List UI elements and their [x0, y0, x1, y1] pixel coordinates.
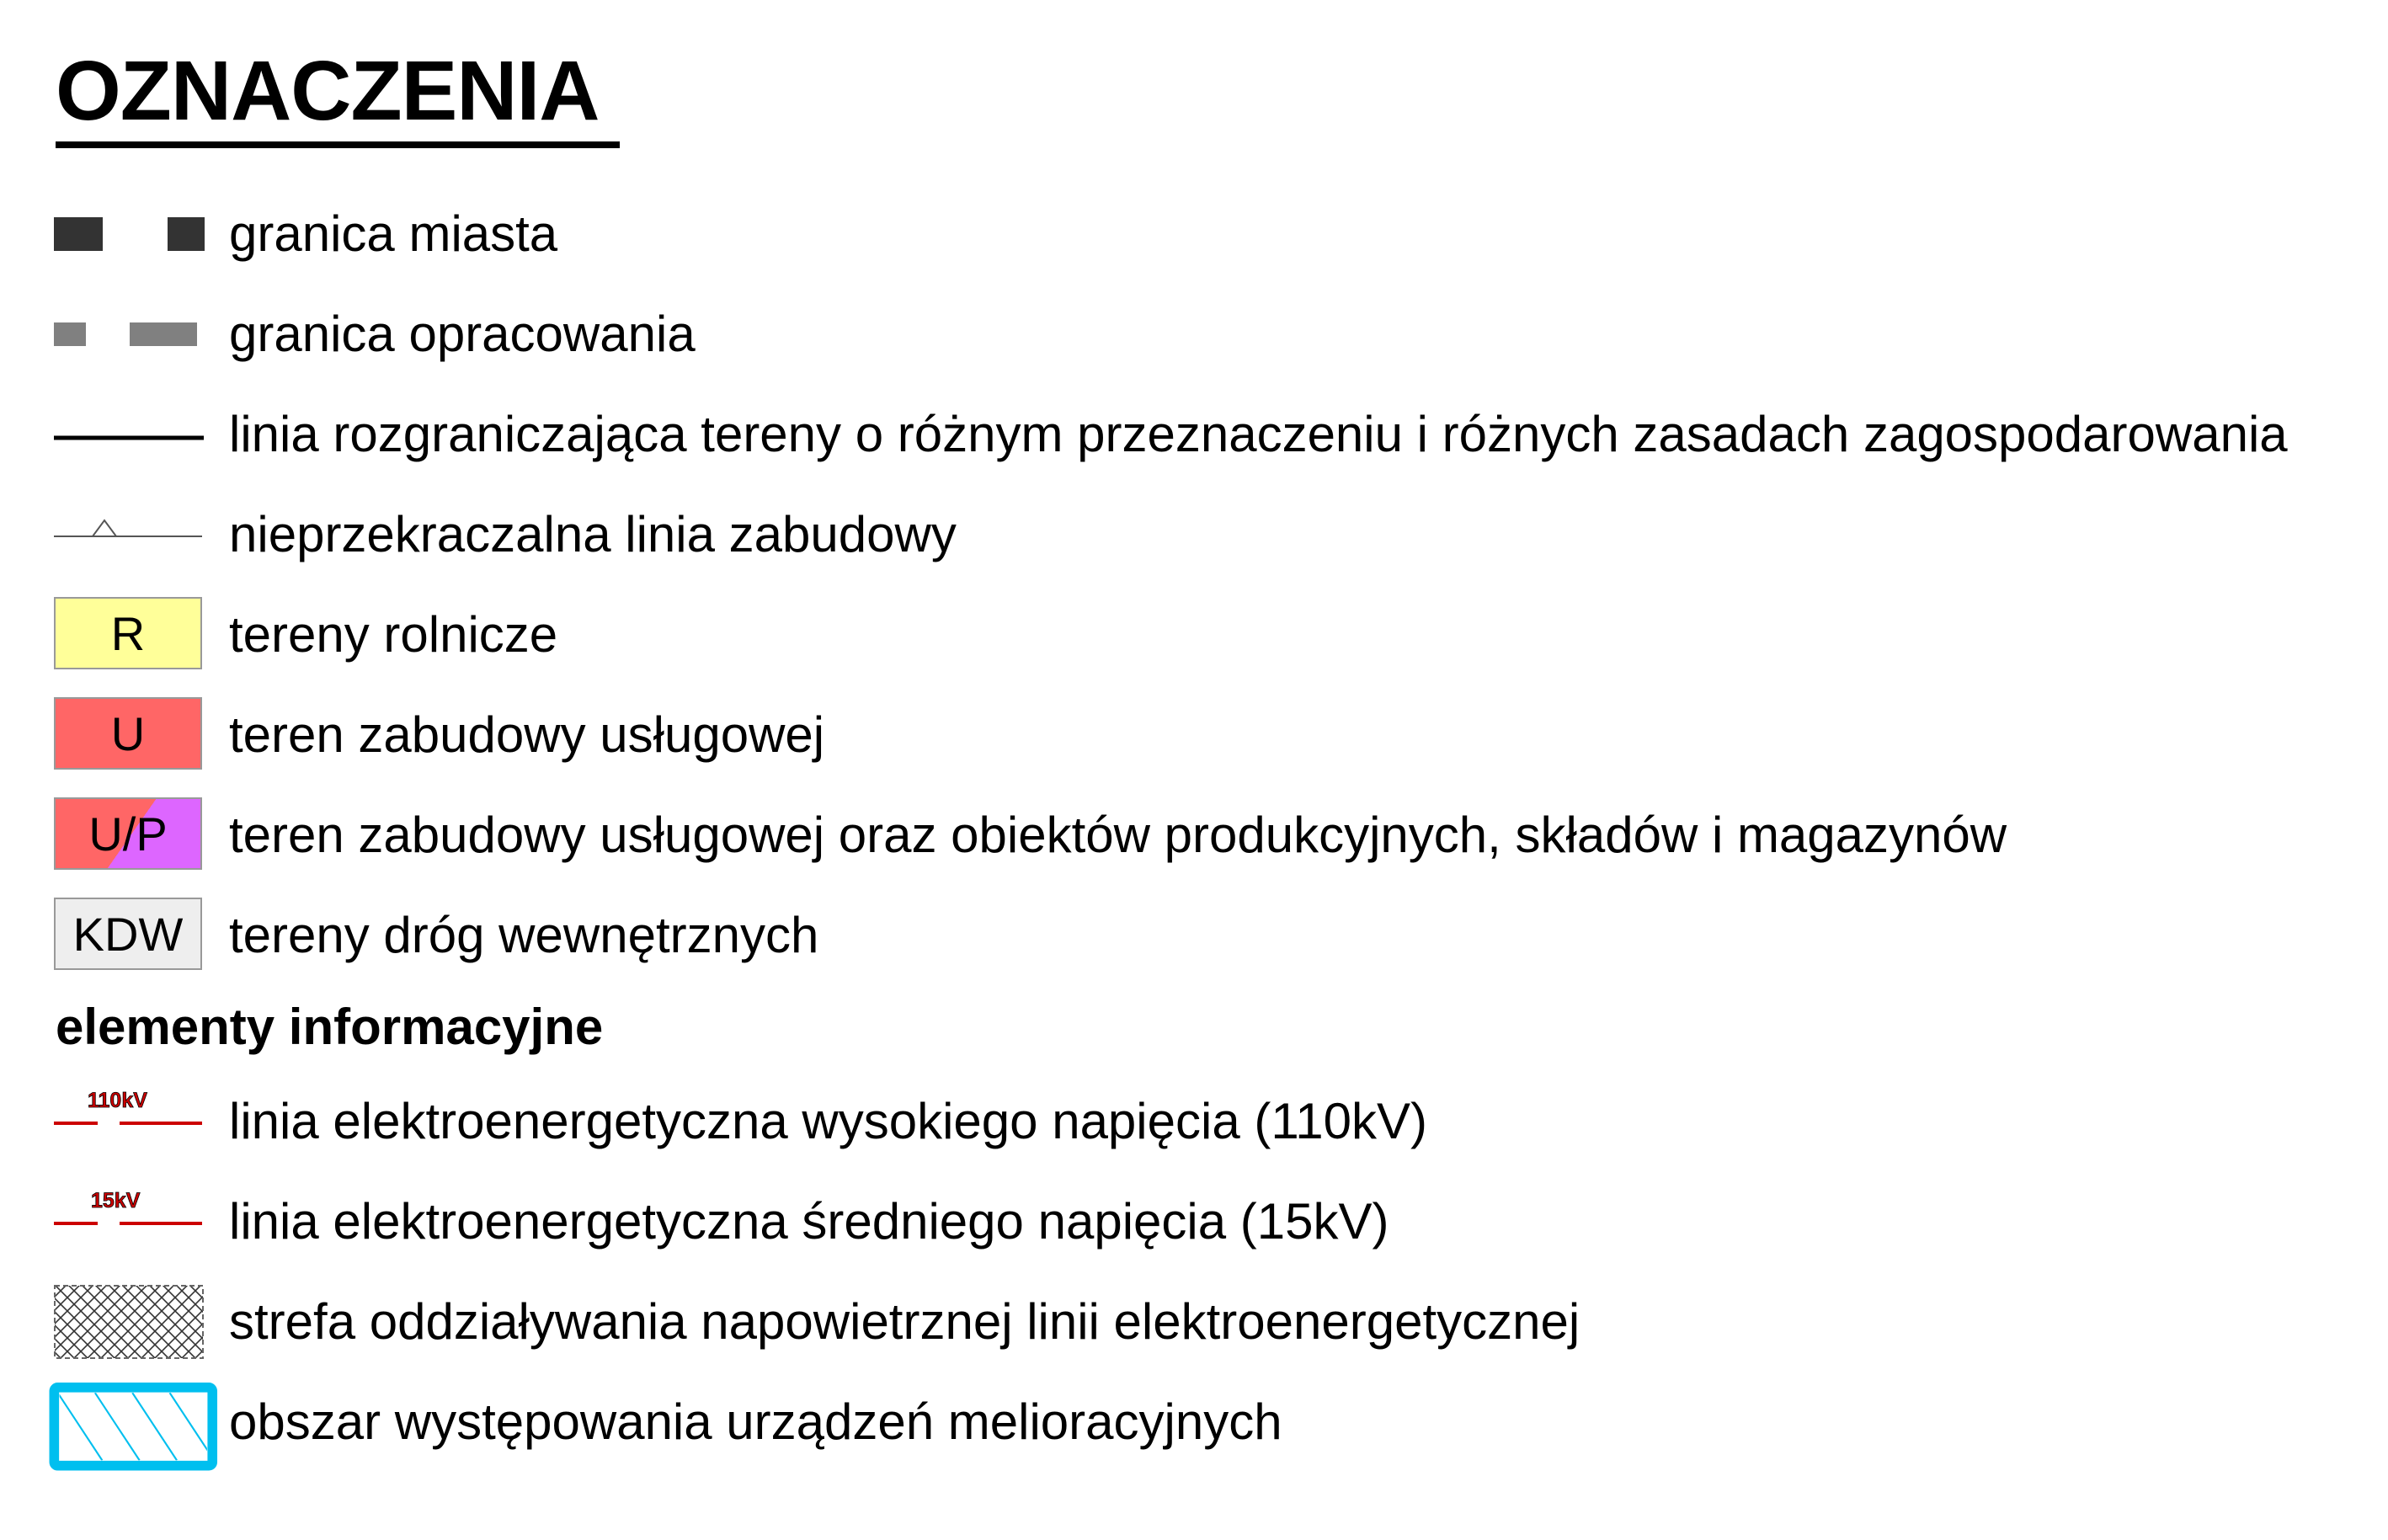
city-boundary-symbol — [54, 196, 205, 272]
power-line-15-symbol — [54, 1184, 205, 1260]
legend-row-dividing-line — [0, 392, 2388, 477]
legend-label: teren zabudowy usługowej oraz obiektów produkcyjnych, składów i magazynów — [229, 807, 2007, 863]
legend-label: nieprzekraczalna linia zabudowy — [229, 506, 957, 562]
legend-label: tereny rolnicze — [229, 606, 558, 663]
power-line-15-code: 15kV — [91, 1189, 141, 1212]
legend-row-service-production — [0, 793, 2388, 877]
legend-label: strefa oddziaływania napowietrznej linii elektroenergetycznej — [229, 1293, 1580, 1350]
agricultural-swatch — [54, 597, 202, 669]
service-swatch — [54, 697, 202, 770]
swatch-code: R — [110, 606, 146, 660]
legend-row-power-line-110 — [0, 1079, 2388, 1164]
power-line-110-code: 110kV — [88, 1089, 147, 1112]
legend-row-city-boundary — [0, 192, 2388, 276]
legend-row-power-line-15 — [0, 1180, 2388, 1264]
legend-row-building-line — [0, 493, 2388, 577]
legend-row-study-boundary — [0, 292, 2388, 376]
study-boundary-symbol — [54, 296, 205, 372]
legend-row-influence-zone — [0, 1280, 2388, 1364]
legend-label: granica miasta — [229, 205, 558, 262]
legend-label: obszar występowania urządzeń melioracyjnych — [229, 1393, 1282, 1450]
legend-label: linia rozgraniczająca tereny o różnym przeznaczeniu i różnych zasadach zagospodarowania — [229, 406, 2288, 462]
swatch-code: U/P — [88, 807, 168, 861]
legend-title-underline — [56, 141, 620, 148]
legend-row-service — [0, 693, 2388, 777]
swatch-code: KDW — [72, 907, 184, 961]
legend-label: teren zabudowy usługowej — [229, 706, 825, 763]
legend-row-internal-roads — [0, 893, 2388, 978]
dividing-line-symbol — [54, 397, 205, 472]
influence-zone-crosshatch-symbol — [54, 1284, 205, 1360]
swatch-code: U — [110, 706, 146, 760]
info-elements-heading: elementy informacyjne — [56, 999, 604, 1055]
drainage-area-symbol — [49, 1380, 209, 1464]
service-production-swatch — [54, 797, 202, 870]
legend-label: tereny dróg wewnętrznych — [229, 907, 819, 963]
legend-title: OZNACZENIA — [56, 44, 600, 138]
legend-label: linia elektroenergetyczna średniego napięcia (15kV) — [229, 1193, 1389, 1250]
legend-row-agricultural — [0, 593, 2388, 677]
legend-label: linia elektroenergetyczna wysokiego napięcia (110kV) — [229, 1093, 1428, 1149]
legend-row-drainage-area — [0, 1380, 2388, 1464]
legend-label: granica opracowania — [229, 306, 696, 362]
internal-roads-swatch — [54, 898, 202, 970]
building-line-symbol — [54, 497, 205, 573]
power-line-110-symbol — [54, 1084, 205, 1159]
